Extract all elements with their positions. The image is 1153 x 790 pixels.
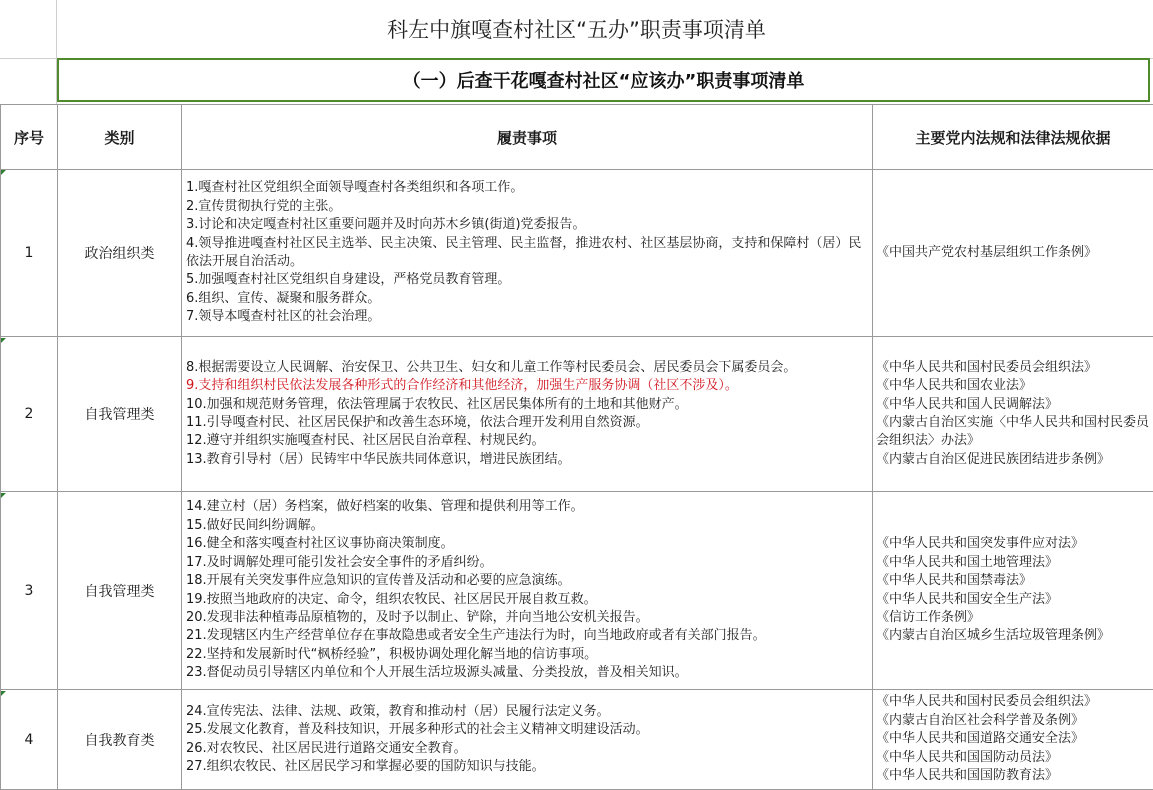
cell-comment-marker [1, 170, 6, 175]
law-item: 《内蒙古自治区城乡生活垃圾管理条例》 [876, 627, 1150, 645]
row-num[interactable]: 2 [1, 337, 58, 492]
law-item: 《中华人民共和国人民调解法》 [876, 396, 1150, 414]
header-category[interactable]: 类别 [58, 105, 182, 170]
duty-item: 24.宣传宪法、法律、法规、政策，教育和推动村（居）民履行法定义务。 [186, 703, 868, 721]
duty-item: 5.加强嘎查村社区党组织自身建设，严格党员教育管理。 [186, 271, 868, 289]
duty-item: 14.建立村（居）务档案，做好档案的收集、管理和提供利用等工作。 [186, 498, 868, 516]
duty-item: 10.加强和规范财务管理，依法管理属于农牧民、社区居民集体所有的土地和其他财产。 [186, 396, 868, 414]
row-category[interactable]: 自我管理类 [58, 492, 182, 690]
duty-item: 2.宣传贯彻执行党的主张。 [186, 198, 868, 216]
row-num[interactable]: 4 [1, 690, 58, 790]
law-item: 《中华人民共和国安全生产法》 [876, 591, 1150, 609]
row-category[interactable]: 政治组织类 [58, 170, 182, 337]
duty-item: 17.及时调解处理可能引发社会安全事件的矛盾纠纷。 [186, 554, 868, 572]
duty-item: 1.嘎查村社区党组织全面领导嘎查村各类组织和各项工作。 [186, 179, 868, 197]
row-laws[interactable] [873, 337, 1153, 492]
page-title: 科左中旗嘎查村社区“五办”职责事项清单 [0, 0, 1153, 59]
row-duties[interactable] [182, 170, 873, 337]
cell-comment-marker [1, 493, 6, 498]
duty-item: 20.发现非法种植毒品原植物的，及时予以制止、铲除，并向当地公安机关报告。 [186, 609, 868, 627]
duty-item: 22.坚持和发展新时代“枫桥经验”，积极协调处理化解当地的信访事项。 [186, 646, 868, 664]
duty-item: 23.督促动员引导辖区内单位和个人开展生活垃圾源头减量、分类投放，普及相关知识。 [186, 664, 868, 682]
cell-comment-marker [1, 338, 6, 343]
law-item: 《中华人民共和国突发事件应对法》 [876, 535, 1150, 553]
row-laws[interactable] [873, 492, 1153, 690]
row-laws[interactable] [873, 690, 1153, 790]
row-laws[interactable] [873, 170, 1153, 337]
duty-item: 26.对农牧民、社区居民进行道路交通安全教育。 [186, 740, 868, 758]
duty-item: 21.发现辖区内生产经营单位存在事故隐患或者安全生产违法行为时，向当地政府或者有关部门报告。 [186, 627, 868, 645]
row-duties[interactable] [182, 492, 873, 690]
duty-item: 19.按照当地政府的决定、命令，组织农牧民、社区居民开展自救互救。 [186, 591, 868, 609]
duty-item: 18.开展有关突发事件应急知识的宣传普及活动和必要的应急演练。 [186, 572, 868, 590]
duty-item-highlighted: 9.支持和组织村民依法发展各种形式的合作经济和其他经济，加强生产服务协调（社区不涉及）。 [186, 377, 868, 395]
table-header-row [1, 105, 1153, 170]
header-laws[interactable]: 主要党内法规和法律法规依据 [873, 105, 1153, 170]
duty-item: 3.讨论和决定嘎查村社区重要问题并及时向苏木乡镇(街道)党委报告。 [186, 216, 868, 234]
law-item: 《中华人民共和国村民委员会组织法》 [876, 359, 1150, 377]
table-row [1, 170, 1153, 337]
law-item: 《中华人民共和国国防教育法》 [876, 767, 1150, 785]
table-row [1, 337, 1153, 492]
duty-item: 25.发展文化教育，普及科技知识，开展多种形式的社会主义精神文明建设活动。 [186, 721, 868, 739]
law-item: 《中华人民共和国农业法》 [876, 377, 1150, 395]
duty-item: 8.根据需要设立人民调解、治安保卫、公共卫生、妇女和儿童工作等村民委员会、居民委员会下属委员会。 [186, 359, 868, 377]
table-row [1, 492, 1153, 690]
row-num[interactable]: 1 [1, 170, 58, 337]
duty-item: 7.领导本嘎查村社区的社会治理。 [186, 308, 868, 326]
duty-item: 12.遵守并组织实施嘎查村民、社区居民自治章程、村规民约。 [186, 432, 868, 450]
row-duties[interactable] [182, 337, 873, 492]
duty-item: 15.做好民间纠纷调解。 [186, 517, 868, 535]
law-item: 《中华人民共和国国防动员法》 [876, 749, 1150, 767]
header-duties[interactable]: 履责事项 [182, 105, 873, 170]
duty-item: 16.健全和落实嘎查村社区议事协商决策制度。 [186, 535, 868, 553]
duty-item: 27.组织农牧民、社区居民学习和掌握必要的国防知识与技能。 [186, 758, 868, 776]
law-item: 《信访工作条例》 [876, 609, 1150, 627]
law-item: 《内蒙古自治区社会科学普及条例》 [876, 712, 1150, 730]
row-duties[interactable] [182, 690, 873, 790]
duty-item: 13.教育引导村（居）民铸牢中华民族共同体意识，增进民族团结。 [186, 451, 868, 469]
cell-comment-marker [1, 691, 6, 696]
law-item: 《内蒙古自治区促进民族团结进步条例》 [876, 451, 1150, 469]
row-category[interactable]: 自我教育类 [58, 690, 182, 790]
row-num[interactable]: 3 [1, 492, 58, 690]
table-row [1, 690, 1153, 790]
law-item: 《中华人民共和国土地管理法》 [876, 554, 1150, 572]
section-subtitle[interactable]: （一）后查干花嘎查村社区“应该办”职责事项清单 [57, 58, 1150, 102]
duty-item: 11.引导嘎查村民、社区居民保护和改善生态环境，依法合理开发利用自然资源。 [186, 414, 868, 432]
header-num[interactable]: 序号 [1, 105, 58, 170]
law-item: 《中华人民共和国禁毒法》 [876, 572, 1150, 590]
row-category[interactable]: 自我管理类 [58, 337, 182, 492]
duty-item: 4.领导推进嘎查村社区民主选举、民主决策、民主管理、民主监督，推进农村、社区基层协商，支持和保障村（居）民依法开展自治活动。 [186, 235, 868, 272]
law-item: 《中国共产党农村基层组织工作条例》 [876, 244, 1150, 262]
law-item: 《中华人民共和国村民委员会组织法》 [876, 693, 1150, 711]
law-item: 《中华人民共和国道路交通安全法》 [876, 730, 1150, 748]
duty-item: 6.组织、宣传、凝聚和服务群众。 [186, 290, 868, 308]
law-item: 《内蒙古自治区实施〈中华人民共和国村民委员会组织法〉办法》 [876, 414, 1150, 451]
duties-table [0, 104, 1153, 790]
